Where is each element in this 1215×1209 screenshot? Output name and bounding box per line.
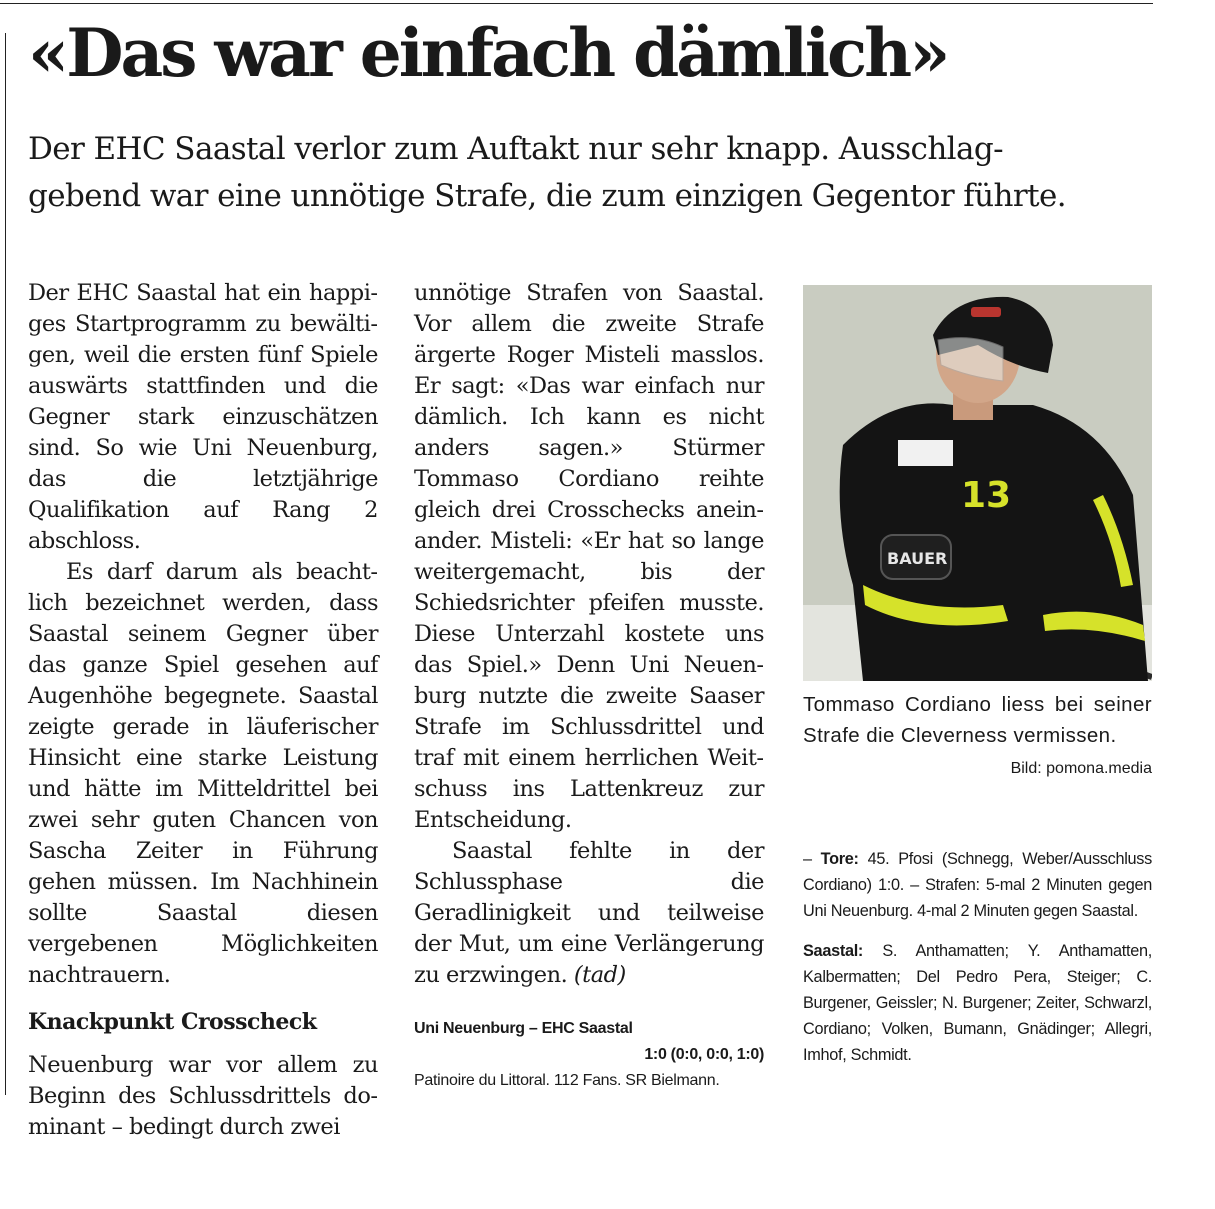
lead-line-2: gebend war eine unnötige Strafe, die zum einzigen Gegentor führte.	[28, 178, 1066, 214]
photo-caption	[803, 689, 1152, 784]
article-column-2	[414, 278, 764, 991]
lead-line-1: Der EHC Saastal verlor zum Auftakt nur sehr knapp. Ausschlag-	[28, 131, 1004, 167]
result-venue: Patinoire du Littoral. 112 Fans. SR Bielmann.	[414, 1072, 720, 1089]
goals-dash: –	[803, 850, 812, 868]
article-paragraph-2: Es darf darum als beachtlich bezeichnet werden, dass Saastal seinem Gegner über das ganze Spiel gesehen auf Augenhöhe begegnete. Saastal zeigte gerade in läuferischer Hinsicht eine starke Leistung und hätte im Mitteldrittel bei zwei sehr guten Chancen von Sascha Zeiter in Führung gehen müssen. Im Nachhinein sollte Saastal diesen vergebenen Möglichkeiten nachtrauern.	[28, 559, 378, 988]
lineup-text: S. Anthamatten; Y. Anthamatten, Kalbermatten; Del Pedro Pera, Steiger; C. Burgener, Geissler; N. Burgener; Zeiter, Schwarzl, Cordiano; Volken, Bumann, Gnädinger; Allegri, Imhof, Schmidt.	[803, 942, 1152, 1064]
photo-credit: Bild: pomona.media	[1010, 760, 1152, 777]
article-paragraph-3: Neuenburg war vor allem zu Beginn des Schlussdrittels dominant – bedingt durch zwei	[28, 1052, 378, 1140]
article-paragraph-5-text: Saastal fehlte in der Schlussphase die Geradlinigkeit und teilweise der Mut, um eine Verlängerung zu erzwingen.	[414, 838, 764, 988]
lead	[28, 126, 1158, 220]
penalties-dash: –	[910, 876, 919, 894]
facts-goals-penalties	[803, 846, 1152, 924]
facts-lineup	[803, 938, 1152, 1068]
article-paragraph-5	[414, 836, 764, 991]
goals-text: 45. Pfosi (Schnegg, Weber/Ausschluss Cordiano) 1:0.	[803, 850, 1152, 894]
result-score: 1:0 (0:0, 0:0, 1:0)	[644, 1046, 764, 1063]
headline: «Das war einfach dämlich»	[28, 14, 948, 92]
svg-text:13: 13	[961, 475, 1012, 516]
game-result-box	[414, 1016, 764, 1094]
svg-text:BAUER: BAUER	[887, 549, 948, 568]
article-paragraph-1: Der EHC Saastal hat ein happiges Startprogramm zu bewältigen, weil die ersten fünf Spiele auswärts stattfinden und die Gegner stark einzuschätzen sind. So wie Uni Neuenburg, das die letztjährige Qualifikation auf Rang 2 abschloss.	[28, 280, 378, 554]
goals-label: Tore:	[820, 850, 859, 868]
article-paragraph-4: unnötige Strafen von Saastal. Vor allem die zweite Strafe ärgerte Roger Misteli masslos. Er sagt: «Das war einfach nur dämlich. Ich kann es nicht anders sagen.» Stürmer Tommaso Cordiano reihte gleich drei Crosschecks aneinander. Misteli: «Er hat so lange weitergemacht, bis der Schiedsrichter pfeifen musste. Diese Unterzahl kostete uns das Spiel.» Denn Uni Neuenburg nutzte die zweite Saaser Strafe im Schlussdrittel und traf mit einem herrlichen Weitschuss ins Lattenkreuz zur Entscheidung.	[414, 280, 764, 833]
left-rule	[5, 33, 6, 1095]
photo-caption-text: Tommaso Cordiano liess bei seiner Strafe die Cleverness vermissen.	[803, 693, 1152, 747]
game-facts	[803, 846, 1152, 1068]
penalties-text: 5-mal 2 Minuten gegen Uni Neuenburg. 4-mal 2 Minuten gegen Saastal.	[803, 876, 1152, 920]
lineup-label: Saastal:	[803, 942, 864, 960]
article-column-1	[28, 278, 378, 1143]
top-rule	[0, 3, 1153, 4]
photo-hockey-player	[803, 285, 1152, 681]
penalties-label: Strafen:	[925, 876, 980, 894]
article-subhead: Knackpunkt Crosscheck	[28, 1009, 317, 1035]
author-tag: (tad)	[573, 962, 626, 988]
result-teams: Uni Neuenburg – EHC Saastal	[414, 1020, 633, 1037]
